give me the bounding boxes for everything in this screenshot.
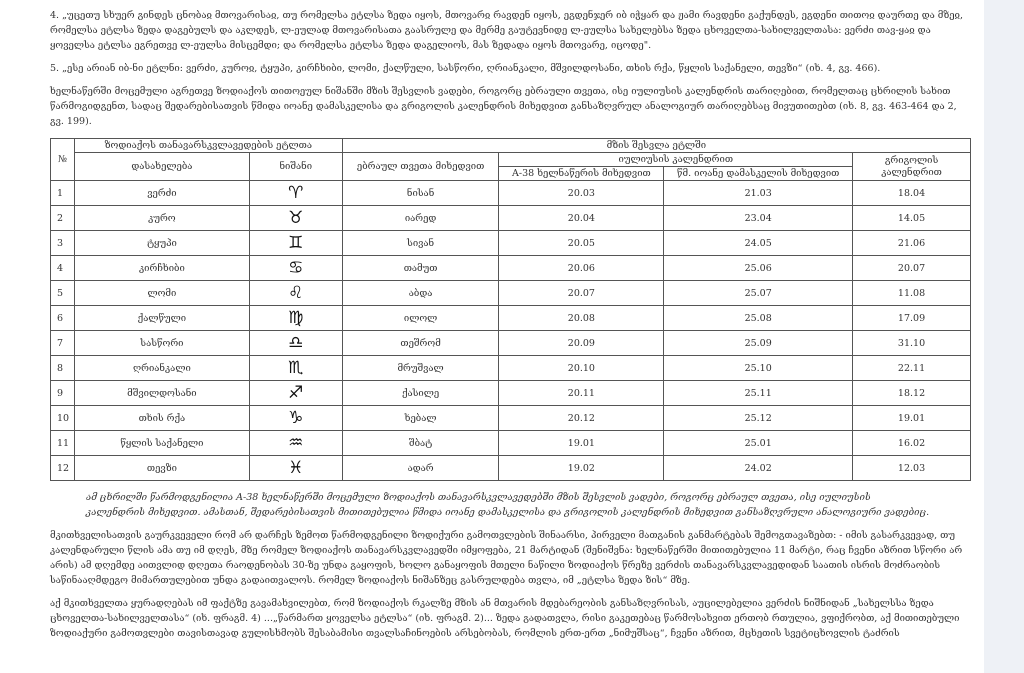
table-row — [51, 381, 971, 406]
gregorian-date: 16.02 — [853, 431, 971, 456]
hebrew-month: ხებალ — [342, 406, 499, 431]
a38-date: 19.01 — [499, 431, 664, 456]
header-gregorian: გრიგოლის კალენდრით — [853, 153, 971, 181]
sign-cell — [249, 381, 342, 406]
hebrew-month: სივან — [342, 231, 499, 256]
gregorian-date: 19.01 — [853, 406, 971, 431]
table-row — [51, 231, 971, 256]
zodiac-sign-icon: ♈ — [288, 183, 304, 203]
sign-name: ქალწული — [74, 306, 249, 331]
row-number: 5 — [51, 281, 75, 306]
gregorian-date: 14.05 — [853, 206, 971, 231]
a38-date: 20.05 — [499, 231, 664, 256]
damascene-date: 25.06 — [664, 256, 853, 281]
sign-name: თხის რქა — [74, 406, 249, 431]
sign-name: ლომი — [74, 281, 249, 306]
hebrew-month: ადარ — [342, 456, 499, 481]
article-content — [50, 0, 972, 641]
table-row — [51, 356, 971, 381]
zodiac-sign-icon: ♊ — [288, 233, 304, 253]
row-number: 6 — [51, 306, 75, 331]
zodiac-sign-icon: ♐ — [288, 383, 304, 403]
row-number: 4 — [51, 256, 75, 281]
a38-date: 20.04 — [499, 206, 664, 231]
sign-cell — [249, 206, 342, 231]
paragraph-table-intro: ხელნაწერში მოცემული აგრეთვე ზოდიაქოს თითოეულ ნიშანში მზის შესვლის ვადები, როგორც ებრაული თვეთა, ისე იულიუსის კალენდრის თარიღებით, რომელთაც ცხრილის სახით წარმოგიდგენთ, სადაც შედარებისათვის წმიდა იოანე დამასკელისა და გრიგოლის კალენდრის მიხედვით განსაზღვრულ ანალოგიურ თარიღებსაც მივუთითებთ (იხ. 8, გვ. 463-464 და 2, გვ. 199). — [50, 86, 957, 127]
zodiac-sign-icon: ♋ — [288, 258, 304, 278]
zodiac-sign-icon: ♓ — [288, 458, 304, 478]
damascene-date: 24.02 — [664, 456, 853, 481]
table-row — [51, 256, 971, 281]
gregorian-date: 18.12 — [853, 381, 971, 406]
sign-name: თევზი — [74, 456, 249, 481]
hebrew-month: აბდა — [342, 281, 499, 306]
header-hebrew: ებრაულ თვეთა მიხედვით — [342, 153, 499, 181]
a38-date: 19.02 — [499, 456, 664, 481]
sign-cell — [249, 231, 342, 256]
row-number: 8 — [51, 356, 75, 381]
gregorian-date: 18.04 — [853, 181, 971, 206]
row-number: 9 — [51, 381, 75, 406]
hebrew-month: თამუთ — [342, 256, 499, 281]
paragraph-fragment-4: 4. „უცეთუ სხუერ გინდეს ცნობაჲ მთოვარისაჲ, თუ რომელსა ეტლსა ზედა იყოს, მთოვარჲ რავდენ იყოს, ეგდენჯერ იბ იჭყარ და ჟამი რავდენი გაქუნდეს, ეგდენი თითოჲ დაურთე და მზეჲ, რომელსა ეტლსა ზედა დაგებულს და აკლდეს, ლ-ეულად მთოვარისათა გაასრულე და მერმე გაუტევნიდე ლ-ეულსა სახელებსა ზედა ცხოველთა-სახილველთასა: ვერძი თავ-ყაჲ და ყოველსა ეტლსა ეგრეთვე ლ-ეულსა მისცემდი; და რომელსა ეტლსა ზედა დაგელიოს, მას ზედადა იყოს მთოვარე, იცოდე". — [50, 10, 963, 51]
table-row — [51, 181, 971, 206]
a38-date: 20.12 — [499, 406, 664, 431]
sign-cell — [249, 406, 342, 431]
gregorian-date: 21.06 — [853, 231, 971, 256]
zodiac-sign-icon: ♌ — [288, 283, 304, 303]
gregorian-date: 20.07 — [853, 256, 971, 281]
paragraph-fragment-5: 5. „ესე არიან იბ-ნი ეტლნი: ვერძი, კუროჲ, ტყუპი, კირჩხიბი, ლომი, ქალწული, სასწორი, ღრიანკალი, მშვილდოსანი, თხის რქა, წყლის საქანელი, თევზი“ (იხ. 4, გვ. 466). — [50, 63, 881, 74]
table-note: ამ ცხრილში წარმოდგენილია A-38 ხელნაწერში მოცემული ზოდიაქოს თანავარსკვლავედებში მზის შესვლის ვადები, როგორც ებრაულ თვეთა, ისე იულიუსის კალენდრის მიხედვით. ამასთან, შედარებისათვის მითითებულია წმიდა იოანე დამასკელისა და გრიგოლის კალენდრის მიხედვით განსაზღვრული ანალოგიური ვადებიც. — [86, 492, 930, 518]
gregorian-date: 17.09 — [853, 306, 971, 331]
a38-date: 20.08 — [499, 306, 664, 331]
damascene-date: 25.01 — [664, 431, 853, 456]
table-row — [51, 331, 971, 356]
row-number: 10 — [51, 406, 75, 431]
damascene-date: 25.09 — [664, 331, 853, 356]
damascene-date: 24.05 — [664, 231, 853, 256]
header-a38: A-38 ხელნაწერის მიხედვით — [499, 167, 664, 181]
gregorian-date: 11.08 — [853, 281, 971, 306]
hebrew-month: ილოლ — [342, 306, 499, 331]
table-row — [51, 281, 971, 306]
paragraph-explanation: მკითხველისათვის გაურკვეველი რომ არ დარჩეს ზემოთ წარმოდგენილი ზოდიქური გამოთვლების შინაარსი, პირველი მათგანის განმარტებას შემოგთავაზებთ: - იმის გასარკვევად, თუ კალენდარული წლის ამა თუ იმ დღეს, მზე რომელ ზოდიაქოს თანავარსკვლავედში იმყოფება, 21 მარტიდან (შენიშვნა: ხელნაწერში მითითებულია 11 მარტი, რაც ჩვენი აზრით სწორი არ არის) ამ დღემდე აითვლიდ დღეთა რაოდენობას 30-ზე უნდა გაყოფის, ხოლო განაყოფის მთელი ნაწილი ზოდიაქოს წრეზე ვერძის თანავარსკვლავედიდან საათის ისრის მოძრაობის საწინააღმდეგო მიმართულებით უნდა გადაითვალოს. რომელ ზოდიაქოს ნიშანზეც გასრულდება თვლა, იმ „ეტლსა ზედა ზის“ მზე. — [50, 530, 963, 586]
header-name: დასახელება — [74, 153, 249, 181]
header-number: № — [51, 139, 75, 181]
paragraph-attention: აქ მკითხველთა ყურადღებას იმ ფაქტზე გავამახვილებთ, რომ ზოდიაქოს რკალზე მზის ან მთვარის მდებარეობის განსაზღვრისას, აუცილებელია ვერძის ნიშნიდან „სახელსსა ზედა ცხოველთა-სახილველთასა“ (იხ. ფრაგმ. 4) ...„წარმართ ყოველსა ეტლსა“ (იხ. ფრაგმ. 2)... ზედა გადათვლა, რისი გაკეთებაც წარმოსახვით ერთობ რთულია, ვფიქრობთ, აქ მითითებული ზოდიაქური გამოთვლები თავისთავად გულისხმობს შესაბამისი თვალსაჩინოების არსებობას, რომლის ერთ-ერთ „ნიმუშსაც“, ჩვენი აზრით, მცხეთის სვეტიცხოვლის ტაძრის — [50, 598, 960, 639]
damascene-date: 21.03 — [664, 181, 853, 206]
zodiac-sign-icon: ♑ — [288, 408, 304, 428]
gregorian-date: 12.03 — [853, 456, 971, 481]
page-margin-strip — [984, 0, 1024, 673]
table-row — [51, 306, 971, 331]
header-sign: ნიშანი — [249, 153, 342, 181]
a38-date: 20.11 — [499, 381, 664, 406]
a38-date: 20.09 — [499, 331, 664, 356]
row-number: 1 — [51, 181, 75, 206]
sign-cell — [249, 456, 342, 481]
hebrew-month: ქასილე — [342, 381, 499, 406]
sign-cell — [249, 281, 342, 306]
damascene-date: 25.10 — [664, 356, 853, 381]
row-number: 12 — [51, 456, 75, 481]
damascene-date: 25.11 — [664, 381, 853, 406]
a38-date: 20.06 — [499, 256, 664, 281]
sign-name: წყლის საქანელი — [74, 431, 249, 456]
table-row — [51, 456, 971, 481]
table-row — [51, 406, 971, 431]
row-number: 7 — [51, 331, 75, 356]
row-number: 2 — [51, 206, 75, 231]
zodiac-sign-icon: ♉ — [288, 208, 304, 228]
damascene-date: 25.08 — [664, 306, 853, 331]
a38-date: 20.07 — [499, 281, 664, 306]
row-number: 11 — [51, 431, 75, 456]
sign-cell — [249, 431, 342, 456]
sign-cell — [249, 356, 342, 381]
zodiac-sign-icon: ♎ — [288, 333, 304, 353]
sign-name: მშვილდოსანი — [74, 381, 249, 406]
header-sun-entry: მზის შესვლა ეტლში — [342, 139, 970, 153]
damascene-date: 23.04 — [664, 206, 853, 231]
damascene-date: 25.12 — [664, 406, 853, 431]
sign-name: კირჩხიბი — [74, 256, 249, 281]
table-row — [51, 431, 971, 456]
row-number: 3 — [51, 231, 75, 256]
zodiac-sign-icon: ♍ — [288, 308, 304, 328]
gregorian-date: 31.10 — [853, 331, 971, 356]
sign-name: კურო — [74, 206, 249, 231]
sign-cell — [249, 331, 342, 356]
zodiac-sign-icon: ♏ — [288, 358, 304, 378]
hebrew-month: შბატ — [342, 431, 499, 456]
zodiac-sign-icon: ♒ — [288, 433, 304, 453]
sign-cell — [249, 181, 342, 206]
damascene-date: 25.07 — [664, 281, 853, 306]
zodiac-table-body — [51, 181, 971, 481]
sign-name: სასწორი — [74, 331, 249, 356]
sign-name: ვერძი — [74, 181, 249, 206]
header-zodiac: ზოდიაქოს თანავარსკვლავედების ეტლთა — [74, 139, 342, 153]
sign-name: ტყუპი — [74, 231, 249, 256]
hebrew-month: თეშრომ — [342, 331, 499, 356]
zodiac-table — [50, 138, 971, 481]
a38-date: 20.03 — [499, 181, 664, 206]
sign-cell — [249, 256, 342, 281]
sign-name: ღრიანკალი — [74, 356, 249, 381]
a38-date: 20.10 — [499, 356, 664, 381]
hebrew-month: ნისან — [342, 181, 499, 206]
hebrew-month: მრუშვალ — [342, 356, 499, 381]
header-julian: იულიუსის კალენდრით — [499, 153, 853, 167]
header-damascene: წმ. იოანე დამასკელის მიხედვით — [664, 167, 853, 181]
sign-cell — [249, 306, 342, 331]
gregorian-date: 22.11 — [853, 356, 971, 381]
hebrew-month: იარედ — [342, 206, 499, 231]
table-row — [51, 206, 971, 231]
